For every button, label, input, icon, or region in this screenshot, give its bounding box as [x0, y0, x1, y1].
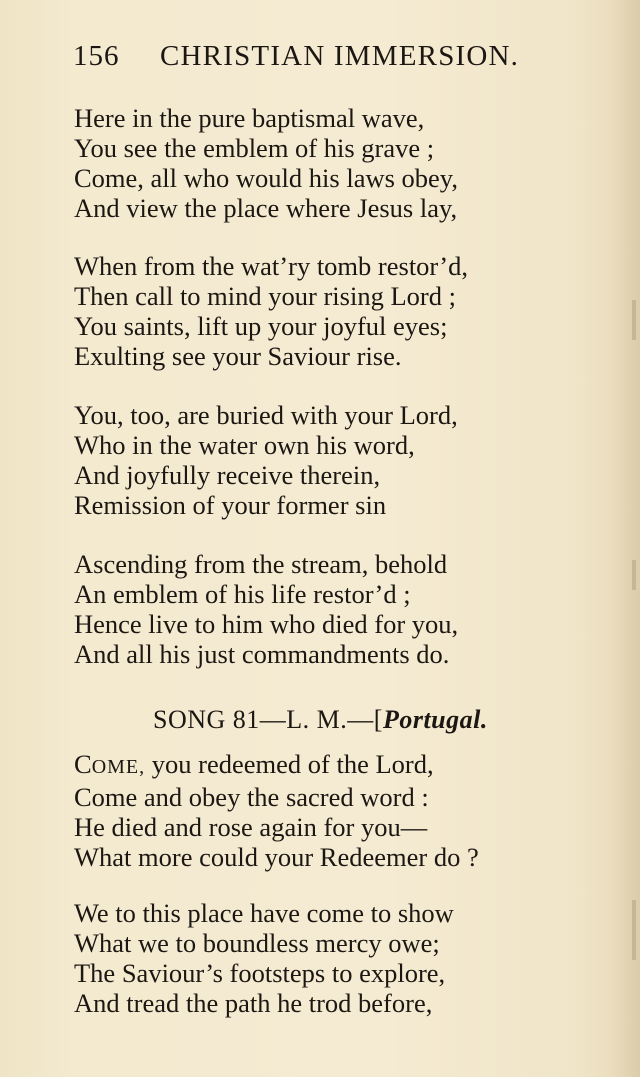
- verse-line: What more could your Redeemer do ?: [74, 842, 479, 872]
- verse-line-first: [74, 749, 479, 782]
- verse-line: You see the emblem of his grave ;: [74, 133, 435, 163]
- song-stanza-2: [74, 898, 454, 1018]
- verse-line: Here in the pure baptismal wave,: [74, 103, 425, 133]
- verse-line: An emblem of his life restor’d ;: [74, 579, 411, 609]
- song-number-meter: SONG 81—L. M.—[: [153, 705, 383, 734]
- verse-line: What we to boundless mercy owe;: [74, 928, 440, 958]
- stanza-2: [74, 251, 468, 371]
- verse-line: Remission of your former sin: [74, 490, 387, 520]
- verse-line: And tread the path he trod before,: [74, 988, 433, 1018]
- verse-line: When from the wat’ry tomb restor’d,: [74, 251, 468, 281]
- verse-line: You, too, are buried with your Lord,: [74, 400, 458, 430]
- verse-line: Come, all who would his laws obey,: [74, 163, 458, 193]
- verse-line: You saints, lift up your joyful eyes;: [74, 311, 448, 341]
- tune-name: Portugal.: [382, 705, 488, 734]
- small-caps-word: OME,: [91, 756, 146, 778]
- drop-initial: C: [74, 749, 92, 779]
- verse-line: The Saviour’s footsteps to explore,: [74, 958, 446, 988]
- verse-line: And view the place where Jesus lay,: [74, 193, 458, 223]
- verse-line-rest: you redeemed of the Lord,: [145, 749, 434, 779]
- stanza-3: [74, 400, 458, 520]
- verse-line: We to this place have come to show: [74, 898, 454, 928]
- verse-line: Ascending from the stream, behold: [74, 549, 448, 579]
- verse-line: And joyfully receive therein,: [74, 460, 381, 490]
- stanza-1: [74, 103, 458, 223]
- verse-line: Who in the water own his word,: [74, 430, 415, 460]
- running-header: [73, 40, 563, 76]
- edge-stain: [632, 560, 636, 590]
- stanza-4: [74, 549, 458, 669]
- verse-line: He died and rose again for you—: [74, 812, 428, 842]
- page-number: 156: [73, 40, 120, 72]
- verse-line: Exulting see your Saviour rise.: [74, 341, 402, 371]
- edge-stain: [632, 900, 636, 960]
- song-stanza-1: [74, 749, 479, 872]
- verse-line: Hence live to him who died for you,: [74, 609, 459, 639]
- verse-line: Come and obey the sacred word :: [74, 782, 429, 812]
- song-heading: [153, 705, 488, 735]
- verse-line: Then call to mind your rising Lord ;: [74, 281, 456, 311]
- running-title: CHRISTIAN IMMERSION.: [160, 40, 520, 72]
- edge-stain: [632, 300, 636, 340]
- verse-line: And all his just commandments do.: [74, 639, 450, 669]
